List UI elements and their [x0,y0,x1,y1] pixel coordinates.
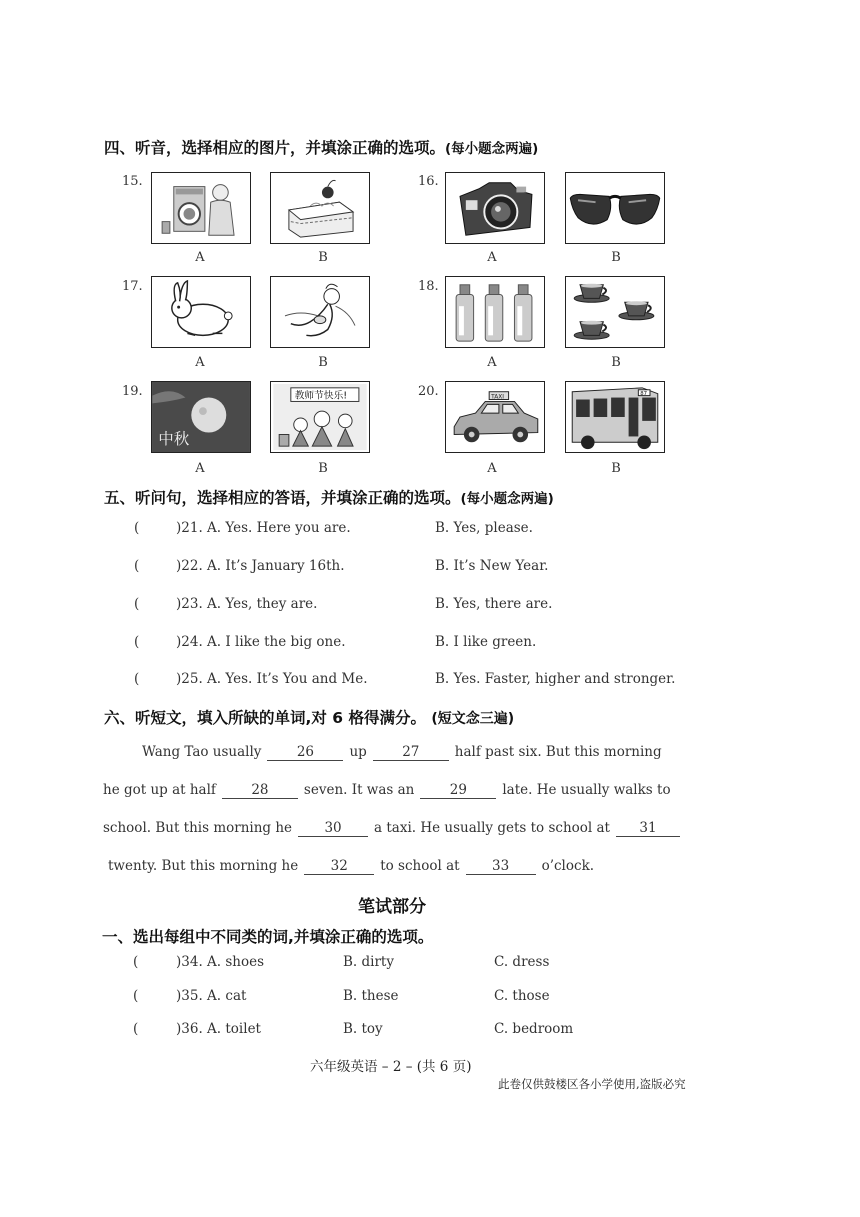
section5-title-text: 五、听问句，选择相应的答语，并填涂正确的选项。 [104,489,461,507]
option-b-label: B [318,355,328,370]
question-number: )25. [176,671,203,687]
sunglasses-icon [565,172,665,244]
section6-title-text: 六、听短文，填入所缺的单词,对 6 格得满分。 [104,709,426,727]
section1-title: 一、选出每组中不同类的词,并填涂正确的选项。 [102,928,434,946]
question-number: )24. [176,634,203,650]
option-a-label: A [487,355,497,370]
section4-note: (每小题念两遍) [445,141,539,157]
blank-28[interactable]: 28 [222,783,298,799]
answer-paren[interactable]: ( [134,596,140,612]
option-c: C. dress [494,954,550,970]
question-34 [176,954,264,970]
passage-text: late. He usually walks to [502,782,671,798]
option-b: B. I like green. [435,634,537,650]
passage-text: school. But this morning he [103,820,293,836]
item-number: 15. [122,174,143,189]
section5-title [104,486,554,508]
copyright-note: 此卷仅供鼓楼区各小学使用,盗版必究 [498,1077,686,1091]
option-a: A. I like the big one. [207,634,346,650]
answer-paren[interactable]: ( [134,520,140,536]
item-number: 18. [418,279,439,294]
cake-icon [270,172,370,244]
option-b-label: B [318,250,328,265]
section5-note: (每小题念两遍) [460,491,554,507]
question-36 [176,1021,261,1037]
passage-text: he got up at half [103,782,216,798]
answer-paren[interactable]: ( [134,671,140,687]
section4-title-text: 四、听音，选择相应的图片，并填涂正确的选项。 [104,139,446,157]
passage-text: twenty. But this morning he [108,858,299,874]
option-b-label: B [318,461,328,476]
question-21 [176,520,351,536]
question-number: )22. [176,558,203,574]
moon-festival-icon [151,381,251,453]
passage-text: half past six. But this morning [454,744,662,760]
option-b-label: B [611,250,621,265]
option-a: A. Yes. It’s You and Me. [207,671,368,687]
option-a-label: A [195,461,205,476]
section6-title [104,706,514,728]
item-number: 17. [122,279,143,294]
option-a-label: A [195,250,205,265]
option-b: B. It’s New Year. [435,558,549,574]
option-a-label: A [487,250,497,265]
passage-text: to school at [380,858,460,874]
option-a: A. Yes, they are. [207,596,318,612]
passage-text: seven. It was an [303,782,415,798]
bus-number-text: 87 [640,391,648,398]
item-number: 20. [418,384,439,399]
option-b: B. dirty [343,954,394,970]
item-number: 16. [418,174,439,189]
option-b: B. toy [343,1021,383,1037]
item-number: 19. [122,384,143,399]
blank-32[interactable]: 32 [304,859,374,875]
blank-31[interactable]: 31 [616,821,680,837]
option-b-label: B [611,461,621,476]
blank-30[interactable]: 30 [298,821,368,837]
teachers-day-icon [270,381,370,453]
question-number: )35. [176,988,203,1004]
passage-text: a taxi. He usually gets to school at [374,820,610,836]
blank-27[interactable]: 27 [373,745,449,761]
option-a: A. cat [207,988,247,1004]
washing-machine-icon [151,172,251,244]
passage-line-2 [103,782,671,799]
option-b: B. Yes, please. [435,520,533,536]
passage-text: up [349,744,367,760]
camera-icon [445,172,545,244]
question-number: )23. [176,596,203,612]
option-a: A. toilet [207,1021,261,1037]
passage-text: o’clock. [541,858,595,874]
option-b: B. these [343,988,399,1004]
option-a: A. It’s January 16th. [207,558,345,574]
option-b: B. Yes, there are. [435,596,553,612]
passage-text: Wang Tao usually [142,744,262,760]
option-a-label: A [487,461,497,476]
passage-line-1 [142,744,662,761]
answer-paren[interactable]: ( [133,988,139,1004]
question-35 [176,988,246,1004]
option-a: A. shoes [207,954,265,970]
teacups-icon [565,276,665,348]
written-part-title: 笔试部分 [358,897,426,917]
section6-note: (短文念三遍) [431,711,515,727]
answer-paren[interactable]: ( [134,634,140,650]
question-23 [176,596,317,612]
bottles-icon [445,276,545,348]
question-number: )34. [176,954,203,970]
passage-line-3 [103,820,686,837]
blank-26[interactable]: 26 [267,745,343,761]
passage-line-4 [108,858,594,875]
option-c: C. those [494,988,550,1004]
question-24 [176,634,346,650]
mid-autumn-text: 中秋 [158,430,190,449]
option-b-label: B [611,355,621,370]
taxi-icon [445,381,545,453]
page-footer: 六年级英语 – 2 – (共 6 页) [310,1059,472,1075]
change-fairy-icon [270,276,370,348]
bus-icon [565,381,665,453]
answer-paren[interactable]: ( [133,1021,139,1037]
blank-33[interactable]: 33 [466,859,536,875]
question-number: )36. [176,1021,203,1037]
answer-paren[interactable]: ( [133,954,139,970]
question-number: )21. [176,520,203,536]
question-22 [176,558,345,574]
option-a-label: A [195,355,205,370]
answer-paren[interactable]: ( [134,558,140,574]
rabbit-icon [151,276,251,348]
section4-title [104,136,538,158]
option-c: C. bedroom [494,1021,574,1037]
option-b: B. Yes. Faster, higher and stronger. [435,671,676,687]
blank-29[interactable]: 29 [420,783,496,799]
option-a: A. Yes. Here you are. [207,520,351,536]
taxi-text: TAXI [491,394,504,401]
teachers-day-text: 教师节快乐! [294,390,348,402]
question-25 [176,671,368,687]
